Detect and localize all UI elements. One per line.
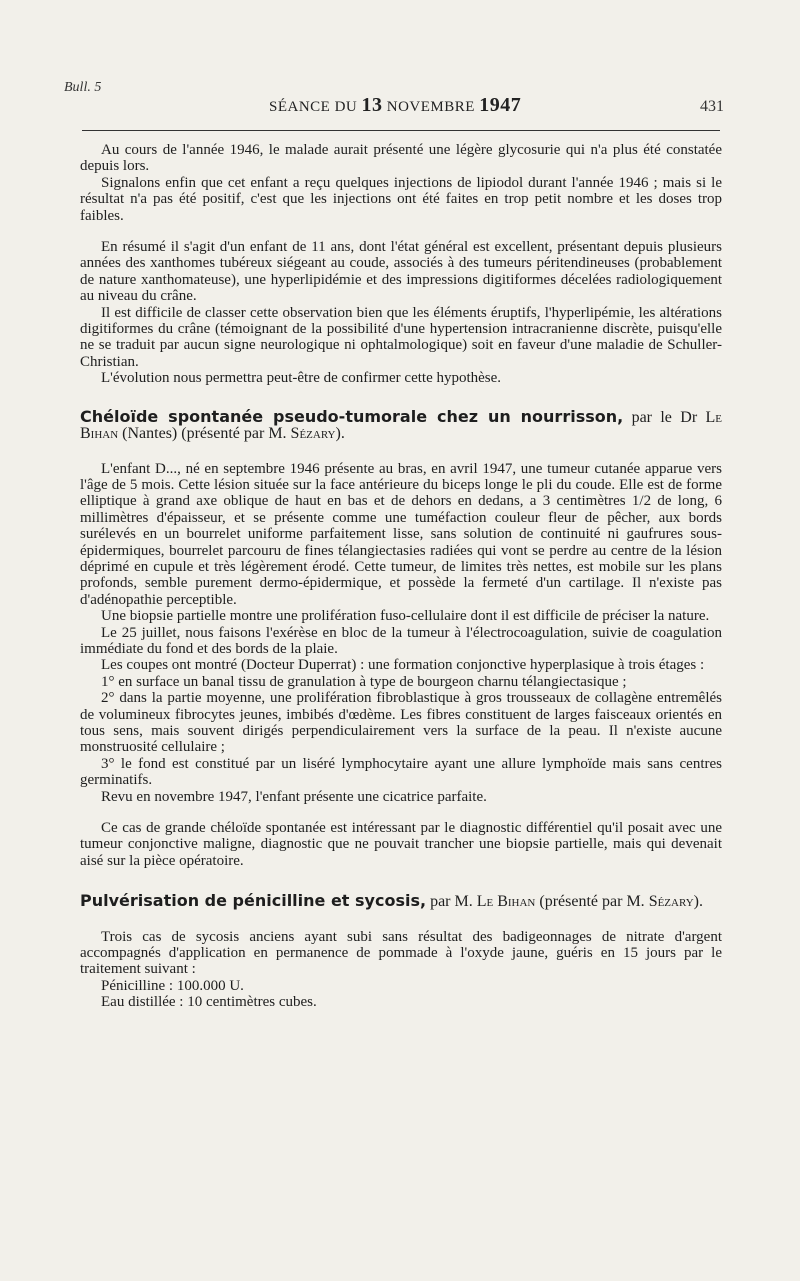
- section-heading-penicilline: [80, 893, 722, 910]
- paragraph: Au cours de l'année 1946, le malade aurait présenté une légère glycosurie qui n'a plus été constatée depuis lors.: [80, 142, 722, 175]
- seance-day: 13: [361, 94, 383, 116]
- author-name: Le Bihan: [80, 408, 722, 443]
- seance-prefix: SÉANCE DU: [269, 99, 358, 115]
- header-rule: [82, 130, 720, 131]
- seance-year: 1947: [479, 94, 522, 116]
- paragraph: Une biopsie partielle montre une prolifération fuso-cellulaire dont il est difficile de préciser la nature.: [101, 608, 710, 625]
- bulletin-number: Bull. 5: [64, 80, 102, 95]
- paragraph: Il est difficile de classer cette observation bien que les éléments éruptifs, l'hyperlipémie, les altérations digitiformes du crâne (témoignant de la possibilité d'une hypertension intracranienne discrète, puisqu'elle ne se traduit par aucun signe neurologique ni ophtalmologique) soit en faveur d'une maladie de Schuller-Christian.: [80, 304, 722, 370]
- paragraph: Signalons enfin que cet enfant a reçu quelques injections de lipiodol durant l'année 1946 ; mais si le résultat n'a pas été positif, c'est que les injections ont été faites en trop petit nombre et les doses trop faibles.: [80, 174, 722, 224]
- section-title: Pulvérisation de pénicilline et sycosis,: [80, 891, 427, 911]
- paragraph: Revu en novembre 1947, l'enfant présente une cicatrice parfaite.: [101, 788, 487, 805]
- formula-line: Pénicilline : 100.000 U.: [101, 977, 244, 994]
- paragraph: Trois cas de sycosis anciens ayant subi sans résultat des badigeonnages de nitrate d'argent accompagnés d'application en permanence de pommade à l'oxyde jaune, guéris en 15 jours par le traitement suivant :: [80, 928, 722, 978]
- byline-prefix: par le Dr: [623, 408, 706, 426]
- author-place: (Nantes) (présenté par M.: [118, 425, 291, 443]
- byline-close: ).: [335, 425, 345, 443]
- seance-month: NOVEMBRE: [386, 99, 475, 115]
- list-item: 1° en surface un banal tissu de granulation à type de bourgeon charnu télangiectasique ;: [101, 673, 627, 690]
- running-title: [269, 94, 521, 117]
- paragraph: Ce cas de grande chéloïde spontanée est intéressant par le diagnostic différentiel qu'il posait avec une tumeur conjonctive maligne, diagnostic que ne pouvait trancher une biopsie partielle, mais qui devenait aisé sur la pièce opératoire.: [80, 820, 722, 869]
- list-item: 2° dans la partie moyenne, une prolifération fibroblastique à gros trousseaux de collagène entremêlés de volumineux fibrocytes jeunes, imbibés d'œdème. Les fibres constituent de larges faisceaux orientés en tous sens, mais souvent dirigés perpendiculairement vers la surface de la peau. Il n'existe aucune monstruosité cellulaire ;: [80, 690, 722, 756]
- presenter-name: Sézary: [290, 425, 336, 443]
- byline-mid: (présenté par M.: [535, 893, 649, 911]
- paragraph: En résumé il s'agit d'un enfant de 11 ans, dont l'état général est excellent, présentant depuis plusieurs années des xanthomes tubéreux siégeant au coude, associés à des tumeurs péritendineuses (probablement de nature xanthomateuse), une hyperlipidémie et des impressions digitiformes décelées radiologiquement au niveau du crâne.: [80, 239, 722, 305]
- author-name: Le Bihan: [476, 893, 536, 911]
- byline-prefix: par M.: [426, 893, 477, 911]
- byline-close: ).: [693, 893, 703, 911]
- formula-line: Eau distillée : 10 centimètres cubes.: [101, 994, 317, 1011]
- page-number: 431: [700, 98, 724, 115]
- section-title: Chéloïde spontanée pseudo-tumorale chez un nourrisson,: [80, 406, 624, 426]
- paragraph: L'évolution nous permettra peut-être de confirmer cette hypothèse.: [101, 370, 502, 387]
- paragraph: Le 25 juillet, nous faisons l'exérèse en bloc de la tumeur à l'électrocoagulation, suivie de coagulation immédiate du fond et des bords de la plaie.: [80, 624, 722, 657]
- list-item: 3° le fond est constitué par un liséré lymphocytaire ayant une allure lymphoïde mais sans centres germinatifs.: [80, 755, 722, 789]
- article-body: [80, 142, 722, 1011]
- paragraph: Les coupes ont montré (Docteur Duperrat) : une formation conjonctive hyperplasique à trois étages :: [101, 657, 705, 674]
- paragraph: L'enfant D..., né en septembre 1946 présente au bras, en avril 1947, une tumeur cutanée apparue vers l'âge de 5 mois. Cette lésion située sur la face antérieure du biceps longe le pli du coude. Elle est de forme elliptique à grand axe oblique de haut en bas et de dehors en dedans, a 3 centimètres 1/2 de long, 6 millimètres d'épaisseur, et se présente comme une tuméfaction couleur fleur de pêcher, aux bords surélevés en un bourrelet uniforme parfaitement lisse, sans solution de continuité ni gaufrures sous-épidermiques, bourrelet parcouru de fines télangiectasies radiées qui vont se perdre au centre de la lésion déprimé en cupule et très légèrement érodé. Cette tumeur, de limites très nettes, est mobile sur les plans profonds, semble purement dermo-épidermique, et possède la fermeté d'un cartilage. Il n'existe pas d'adénopathie perceptible.: [80, 460, 722, 608]
- page-header: [64, 74, 724, 114]
- presenter-name: Sézary: [648, 893, 694, 911]
- section-heading-cheloide: [80, 406, 722, 443]
